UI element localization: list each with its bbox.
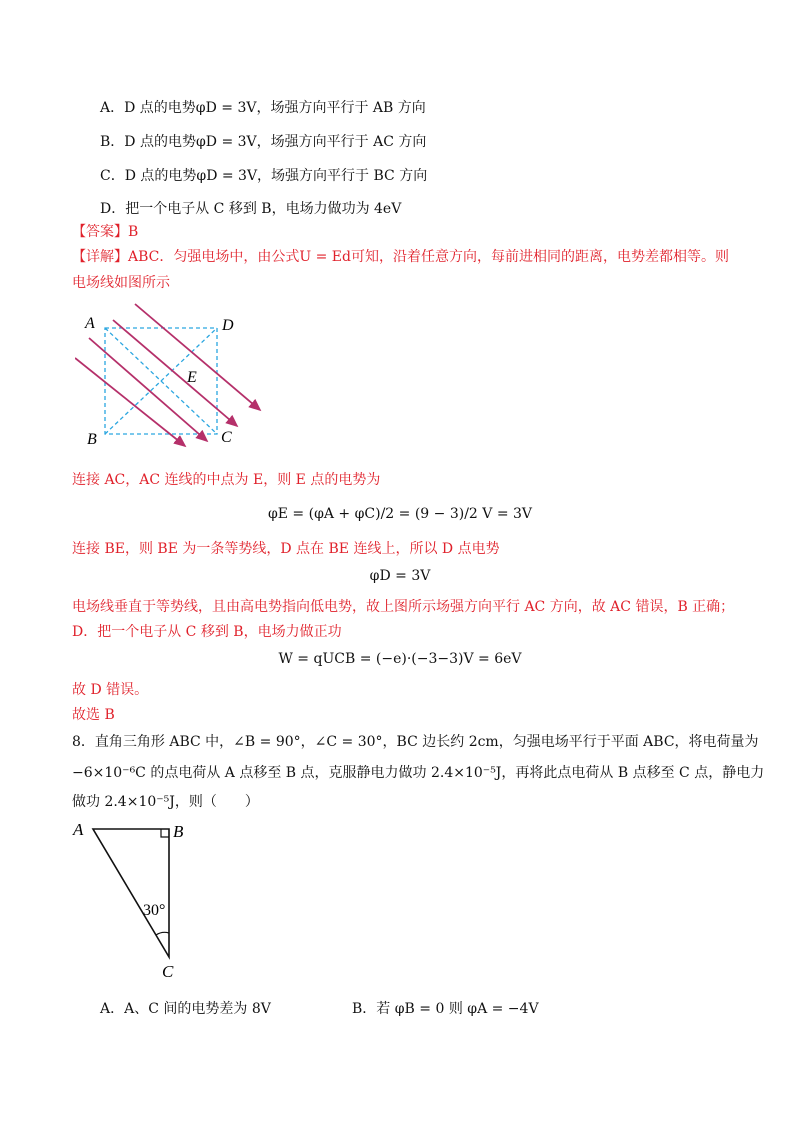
formula-work: W = qUCB = (−e)·(−3−3)V = 6eV: [278, 651, 522, 667]
option-c: C．D 点的电势φD = 3V，场强方向平行于 BC 方向: [100, 168, 428, 184]
tri-label-angle: 30°: [143, 902, 166, 919]
q8-option-a: A．A、C 间的电势差为 8V: [100, 1001, 271, 1017]
formula-phi-e: φE = (φA + φC)/2 = (9 − 3)/2 V = 3V: [267, 506, 533, 522]
label-b: B: [87, 431, 97, 448]
q8-option-b: B．若 φB = 0 则 φA = −4V: [352, 1001, 539, 1017]
detail-line-5: 电场线垂直于等势线，且由高电势指向低电势，故上图所示场强方向平行 AC 方向，故 AC 错误，B 正确；: [72, 599, 735, 615]
triangle-abc: [93, 829, 169, 957]
field-line-3: [89, 338, 207, 441]
detail-line-2: 电场线如图所示: [72, 275, 170, 291]
formula-phi-d: φD = 3V: [369, 568, 431, 584]
angle-arc: [156, 932, 169, 935]
option-d: D．把一个电子从 C 移到 B，电场力做功为 4eV: [100, 201, 402, 217]
label-d: D: [222, 317, 234, 334]
field-lines-diagram: [75, 298, 275, 448]
detail-line-8: 故选 B: [72, 707, 115, 723]
tri-label-b: B: [173, 822, 184, 841]
q8-line-3: 做功 2.4×10⁻⁵J，则（ ）: [72, 794, 259, 810]
q8-line-2: −6×10⁻⁶C 的点电荷从 A 点移至 B 点，克服静电力做功 2.4×10⁻⁵J，再将此点电荷从 B 点移至 C 点，静电力: [72, 765, 765, 781]
detail-line-4: 连接 BE，则 BE 为一条等势线，D 点在 BE 连线上，所以 D 点电势: [72, 541, 500, 557]
q8-line-1: 8．直角三角形 ABC 中，∠B = 90°，∠C = 30°，BC 边长约 2cm，匀强电场平行于平面 ABC，将电荷量为: [72, 734, 759, 750]
tri-label-c: C: [162, 962, 174, 981]
answer-label: 【答案】B: [72, 224, 139, 240]
detail-line-7: 故 D 错误。: [72, 682, 149, 698]
option-b: B．D 点的电势φD = 3V，场强方向平行于 AC 方向: [100, 134, 427, 150]
detail-line-1: 【详解】ABC．匀强电场中，由公式U = Ed可知，沿着任意方向，每前进相同的距离，电势差都相等。则: [72, 249, 729, 265]
right-triangle-diagram: [65, 815, 215, 985]
option-a: A．D 点的电势φD = 3V，场强方向平行于 AB 方向: [100, 100, 426, 116]
label-e: E: [187, 369, 197, 386]
field-line-2: [113, 320, 237, 426]
label-c: C: [221, 429, 232, 446]
tri-label-a: A: [73, 820, 84, 839]
detail-line-6: D．把一个电子从 C 移到 B，电场力做正功: [72, 624, 342, 640]
detail-line-3: 连接 AC，AC 连线的中点为 E，则 E 点的电势为: [72, 472, 381, 488]
right-angle-mark: [161, 829, 169, 837]
label-a: A: [85, 315, 95, 332]
